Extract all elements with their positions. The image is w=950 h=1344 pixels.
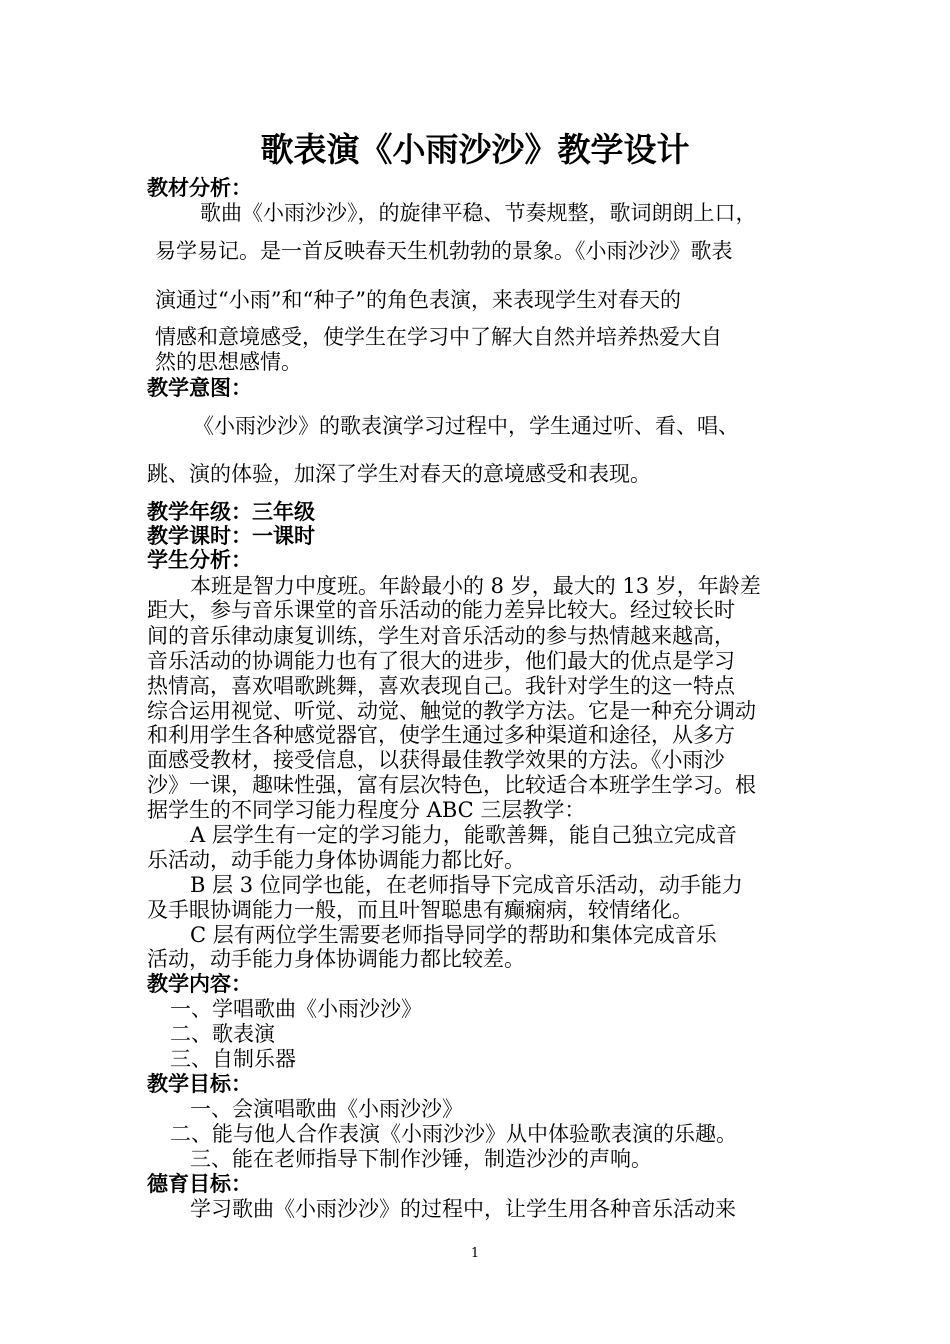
paragraph-line: 活动，动手能力身体协调能力都比较差。 (147, 947, 525, 971)
paragraph-line: B 层 3 位同学也能，在老师指导下完成音乐活动，动手能力 (190, 873, 743, 897)
paragraph-line: 演通过“小雨”和“种子”的角色表演，来表现学生对春天的 (155, 288, 681, 312)
paragraph-line: 易学易记。是一首反映春天生机勃勃的景象。《小雨沙沙》歌表 (155, 239, 733, 263)
paragraph-line: 沙》一课，趣味性强，富有层次特色，比较适合本班学生学习。根 (147, 773, 756, 797)
list-item: 三、能在老师指导下制作沙锤，制造沙沙的声响。 (190, 1147, 652, 1171)
list-item: 一、学唱歌曲《小雨沙沙》 (170, 997, 422, 1021)
paragraph-line: 然的思想感情。 (155, 350, 302, 374)
section-heading-moral: 德育目标： (147, 1172, 252, 1196)
paragraph-line: 面感受教材，接受信息，以获得最佳教学效果的方法。《小雨沙 (147, 748, 725, 772)
section-heading-material: 教材分析： (147, 176, 252, 200)
paragraph-line: 综合运用视觉、听觉、动觉、触觉的教学方法。它是一种充分调动 (147, 699, 756, 723)
document-title: 歌表演《小雨沙沙》教学设计 (260, 130, 690, 169)
paragraph-line: C 层有两位学生需要老师指导同学的帮助和集体完成音乐 (190, 923, 717, 947)
paragraph-line: 跳、演的体验，加深了学生对春天的意境感受和表现。 (147, 462, 651, 486)
paragraph-line: 情感和意境感受，使学生在学习中了解大自然并培养热爱大自 (155, 325, 722, 349)
paragraph-line: 《小雨沙沙》的歌表演学习过程中，学生通过听、看、唱、 (193, 414, 739, 438)
paragraph-line: 乐活动，动手能力身体协调能力都比好。 (147, 848, 525, 872)
paragraph-line: A 层学生有一定的学习能力，能歌善舞，能自己独立完成音 (190, 823, 737, 847)
paragraph-line: 学习歌曲《小雨沙沙》的过程中，让学生用各种音乐活动来 (190, 1197, 736, 1221)
paragraph-line: 和利用学生各种感觉器官，使学生通过多种渠道和途径，从多方 (147, 723, 735, 747)
paragraph-line: 音乐活动的协调能力也有了很大的进步，他们最大的优点是学习 (147, 649, 735, 673)
paragraph-line: 距大，参与音乐课堂的音乐活动的能力差异比较大。经过较长时 (147, 598, 735, 622)
list-item: 二、歌表演 (170, 1022, 275, 1046)
paragraph-line: 据学生的不同学习能力程度分 ABC 三层教学： (147, 798, 586, 822)
teaching-grade: 教学年级：三年级 (147, 500, 315, 524)
paragraph-line: 热情高，喜欢唱歌跳舞，喜欢表现自己。我针对学生的这一特点 (147, 674, 735, 698)
section-heading-students: 学生分析： (147, 548, 252, 572)
list-item: 二、能与他人合作表演《小雨沙沙》从中体验歌表演的乐趣。 (170, 1122, 737, 1146)
teaching-hours: 教学课时：一课时 (147, 524, 315, 548)
section-heading-intent: 教学意图： (147, 376, 252, 400)
paragraph-line: 及手眼协调能力一般，而且叶智聪患有癫痫病，较情绪化。 (147, 898, 693, 922)
list-item: 一、会演唱歌曲《小雨沙沙》 (190, 1097, 463, 1121)
section-heading-content: 教学内容： (147, 972, 252, 996)
paragraph-line: 本班是智力中度班。年龄最小的 8 岁，最大的 13 岁，年龄差 (190, 574, 761, 598)
list-item: 三、自制乐器 (170, 1047, 296, 1071)
paragraph-line: 间的音乐律动康复训练，学生对音乐活动的参与热情越来越高， (147, 624, 735, 648)
page-number: 1 (470, 1246, 480, 1261)
paragraph-line: 歌曲《小雨沙沙》，的旋律平稳、节奏规整，歌词朗朗上口， (200, 201, 757, 225)
section-heading-goals: 教学目标： (147, 1072, 252, 1096)
